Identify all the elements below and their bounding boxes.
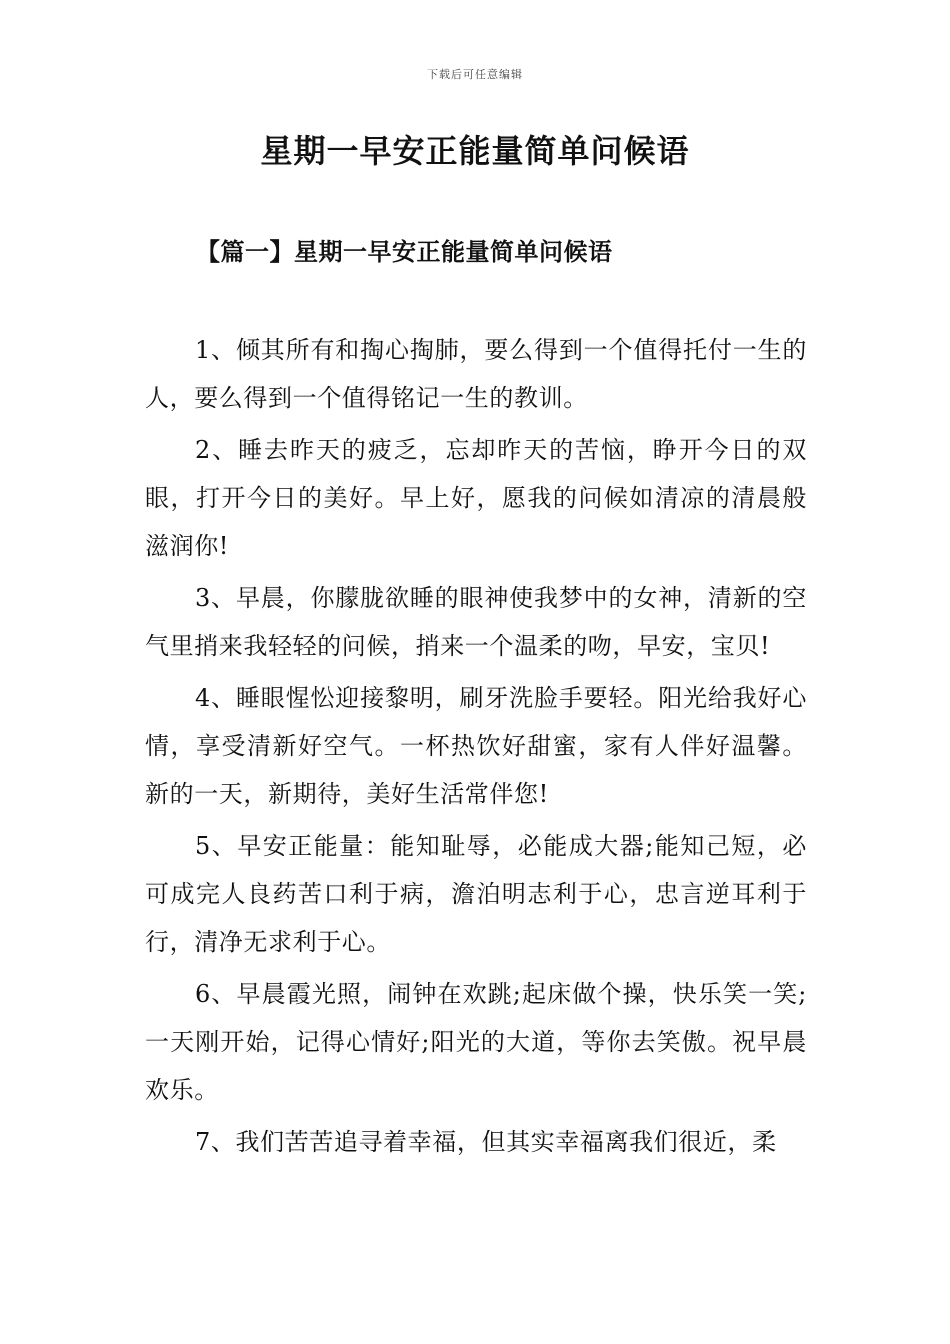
paragraph-2: 2、睡去昨天的疲乏，忘却昨天的苦恼，睁开今日的双眼，打开今日的美好。早上好，愿我的问候如清凉的清晨般滋润你! [145, 436, 807, 560]
header-note: 下载后可任意编辑 [427, 68, 523, 81]
paragraph-5: 5、早安正能量：能知耻辱，必能成大器;能知己短，必可成完人良药苦口利于病，澹泊明志利于心，忠言逆耳利于行，清净无求利于心。 [145, 832, 807, 956]
paragraph-7: 7、我们苦苦追寻着幸福，但其实幸福离我们很近，柔 [195, 1128, 777, 1156]
paragraph-1: 1、倾其所有和掏心掏肺，要么得到一个值得托付一生的人，要么得到一个值得铭记一生的教训。 [145, 336, 807, 412]
paragraph-3: 3、早晨，你朦胧欲睡的眼神使我梦中的女神，清新的空气里捎来我轻轻的问候，捎来一个温柔的吻，早安，宝贝! [145, 584, 807, 660]
paragraph-4: 4、睡眼惺忪迎接黎明，刷牙洗脸手要轻。阳光给我好心情，享受清新好空气。一杯热饮好甜蜜，家有人伴好温馨。新的一天，新期待，美好生活常伴您! [145, 684, 807, 808]
document-body [145, 326, 807, 1170]
paragraph-6: 6、早晨霞光照，闹钟在欢跳;起床做个操，快乐笑一笑;一天刚开始，记得心情好;阳光的大道，等你去笑傲。祝早晨欢乐。 [145, 980, 807, 1104]
document-title: 星期一早安正能量简单问候语 [260, 132, 690, 170]
section-heading: 【篇一】星期一早安正能量简单问候语 [196, 237, 613, 266]
